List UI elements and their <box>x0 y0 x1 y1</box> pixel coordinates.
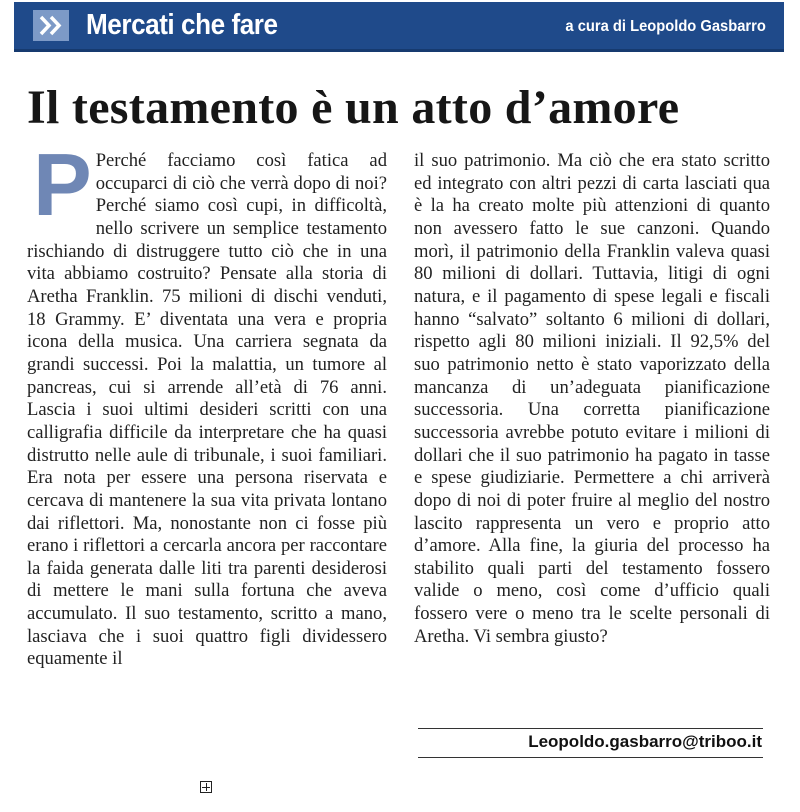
article-headline: Il testamento è un atto d’amore <box>27 81 680 134</box>
section-title: Mercati che fare <box>86 9 278 41</box>
section-header-bar <box>14 2 784 52</box>
signature-rule-top <box>418 728 763 729</box>
author-email[interactable]: Leopoldo.gasbarro@triboo.it <box>528 732 762 751</box>
byline-author: Leopoldo Gasbarro <box>630 18 766 35</box>
right-column-text: il suo patrimonio. Ma ciò che era stato scritto ed integrato con altri pezzi di carta lasciati qua è la ha creato molte più attenzioni di quanto non avessero fatto le sue canzoni. Quando morì, il patrimonio della Franklin valeva quasi 80 milioni di dollari. Tuttavia, litigi di ogni natura, e il pagamento di spese legali e fiscali hanno “salvato” soltanto 6 milioni di dollari, rispetto agli 80 milioni iniziali. Il 92,5% del suo patrimonio netto è stato vaporizzato della mancanza di un’adeguata pianificazione successoria. Una corretta pianificazione successoria avrebbe potuto evitare i milioni di dollari che il suo patrimonio ha pagato in tasse e spese giudiziarie. Permettere a chi arriverà dopo di noi di poter fruire al meglio del nostro lascito rappresenta un vero e proprio atto d’amore. Alla fine, la giuria del processo ha stabilito quali parti del testamento fossero valide o meno, così come d’ufficio quali fossero vere o meno tra le scelte personali di Aretha. Vi sembra giusto? <box>414 150 770 647</box>
article-column-right <box>414 150 770 648</box>
byline <box>566 16 766 38</box>
signature-rule-bottom <box>418 757 763 758</box>
article-column-left <box>27 135 387 671</box>
double-chevron-right-icon <box>33 10 69 41</box>
byline-prefix: a cura di <box>565 18 627 35</box>
drop-cap: P <box>33 135 92 234</box>
expand-plus-icon[interactable] <box>200 781 212 793</box>
left-column-text: Perché facciamo così fatica ad occuparci di ciò che verrà dopo di noi? Perché siamo così cupi, in difficoltà, nello scrivere un semplice testamento rischiando di distruggere tutto ciò che in una vita abbiamo costruito? Pensate alla storia di Aretha Franklin. 75 milioni di dischi venduti, 18 Grammy. E’ diventata una vera e propria icona della musica. Una carriera segnata da grandi successi. Poi la malattia, un tumore al pancreas, cui si arrende all’età di 76 anni. Lascia i suoi ultimi desideri scritti con una calligrafia difficile da interpretare che ha quasi distrutto nelle aule di tribunale, i suoi familiari. Era nota per essere una persona riservata e cercava di mantenere la sua vita privata lontano dai riflettori. Ma, nonostante non ci fosse più erano i riflettori a cercarla ancora per raccontare la faida generata dalle liti tra parenti desiderosi di mettere le mani sulla fortuna che aveva accumulato. Il suo testamento, scritto a mano, lasciava che i suoi quattro figli dividessero equamente il <box>27 150 387 670</box>
